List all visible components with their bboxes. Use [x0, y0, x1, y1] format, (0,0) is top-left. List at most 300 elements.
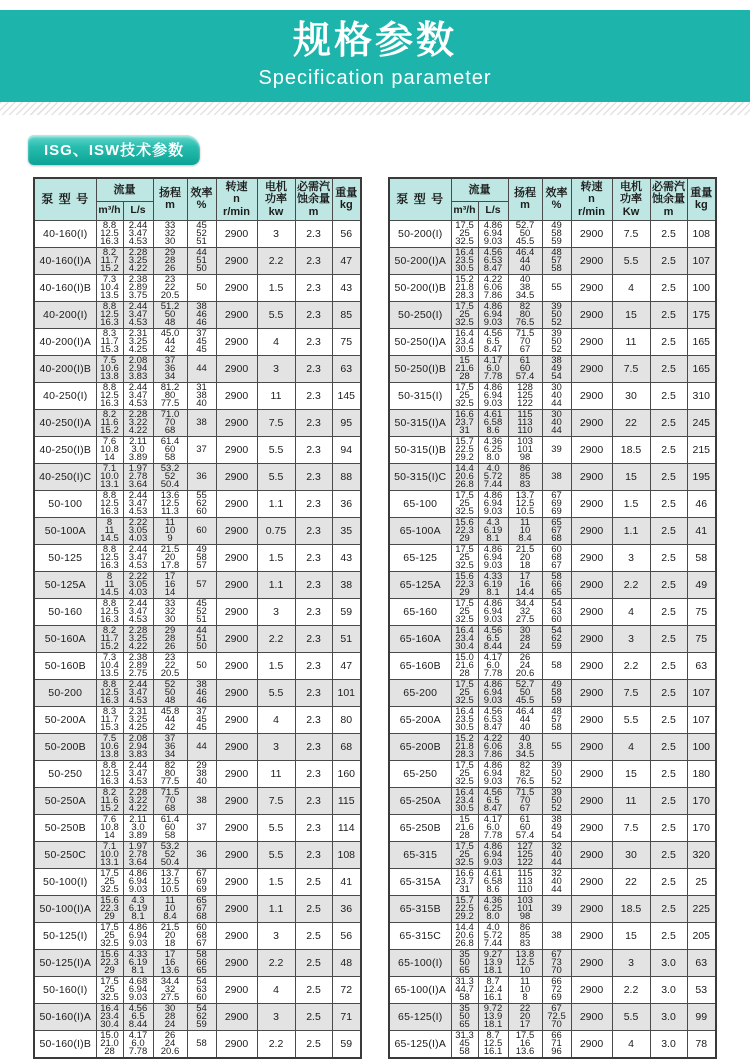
cell-flow-m3h: 17.5 25 32.5 — [451, 490, 478, 517]
cell-npsh: 2.5 — [650, 922, 687, 949]
cell-efficiency: 39 50 52 — [542, 787, 571, 814]
cell-efficiency: 49 58 57 — [187, 544, 216, 571]
cell-weight: 75 — [687, 598, 716, 625]
cell-weight: 46 — [687, 490, 716, 517]
cell-flow-m3h: 35 50 65 — [451, 1003, 478, 1030]
cell-weight: 56 — [332, 922, 361, 949]
cell-flow-m3h: 8.8 12.5 16.3 — [96, 382, 123, 409]
cell-efficiency: 29 38 40 — [187, 760, 216, 787]
cell-power: 5.5 — [612, 706, 650, 733]
cell-speed: 2900 — [571, 949, 612, 976]
cell-npsh: 2.5 — [295, 868, 332, 895]
cell-power: 15 — [612, 463, 650, 490]
cell-power: 1.1 — [257, 571, 295, 598]
cell-flow-m3h: 8.8 12.5 16.3 — [96, 490, 123, 517]
col-header-flow: 流量 — [451, 178, 508, 201]
cell-power: 15 — [612, 760, 650, 787]
cell-head: 115 113 110 — [508, 868, 542, 895]
cell-speed: 2900 — [216, 463, 257, 490]
cell-flow-m3h: 16.4 23.4 30.4 — [96, 1003, 123, 1030]
cell-model: 65-100A — [389, 517, 451, 544]
cell-model: 50-250 — [34, 760, 96, 787]
cell-model: 65-200B — [389, 733, 451, 760]
cell-model: 40-200(I) — [34, 301, 96, 328]
cell-weight: 320 — [687, 841, 716, 868]
cell-model: 50-200A — [34, 706, 96, 733]
cell-efficiency: 65 67 68 — [187, 895, 216, 922]
cell-flow-m3h: 35 50 65 — [451, 949, 478, 976]
cell-model: 65-160A — [389, 625, 451, 652]
cell-flow-m3h: 7.5 10.6 13.8 — [96, 355, 123, 382]
cell-power: 11 — [612, 328, 650, 355]
cell-head: 53.2 52 50.4 — [153, 463, 187, 490]
cell-model: 50-100(I)A — [34, 895, 96, 922]
cell-head: 13.7 12.5 10.5 — [153, 868, 187, 895]
cell-speed: 2900 — [571, 922, 612, 949]
cell-efficiency: 39 — [542, 436, 571, 463]
cell-npsh: 2.5 — [650, 517, 687, 544]
cell-power: 1.1 — [257, 490, 295, 517]
cell-head: 30 28 24 — [153, 1003, 187, 1030]
cell-speed: 2900 — [571, 841, 612, 868]
cell-speed: 2900 — [216, 544, 257, 571]
cell-weight: 47 — [332, 652, 361, 679]
cell-weight: 68 — [332, 733, 361, 760]
cell-npsh: 2.3 — [295, 598, 332, 625]
cell-efficiency: 38 — [187, 787, 216, 814]
cell-speed: 2900 — [571, 625, 612, 652]
cell-flow-ls: 4.86 6.94 9.03 — [478, 382, 508, 409]
cell-speed: 2900 — [216, 247, 257, 274]
cell-model: 65-160B — [389, 652, 451, 679]
cell-efficiency: 54 63 60 — [542, 598, 571, 625]
cell-model: 50-160(I)A — [34, 1003, 96, 1030]
cell-flow-ls: 2.11 3.0 3.89 — [123, 814, 153, 841]
cell-speed: 2900 — [216, 868, 257, 895]
cell-npsh: 2.5 — [650, 652, 687, 679]
col-header-power: 电机 功率 Kw — [612, 178, 650, 220]
cell-power: 1.5 — [257, 652, 295, 679]
cell-efficiency: 60 68 67 — [187, 922, 216, 949]
cell-weight: 170 — [687, 787, 716, 814]
cell-head: 23 22 20.5 — [153, 274, 187, 301]
cell-efficiency: 49 58 59 — [542, 220, 571, 247]
cell-flow-m3h: 17.5 25 32.5 — [451, 760, 478, 787]
cell-weight: 88 — [332, 463, 361, 490]
cell-weight: 59 — [332, 1030, 361, 1058]
cell-model: 50-125(I) — [34, 922, 96, 949]
cell-model: 65-125 — [389, 544, 451, 571]
cell-speed: 2900 — [216, 841, 257, 868]
cell-flow-ls: 4.3 6.19 8.1 — [123, 895, 153, 922]
cell-model: 50-200B — [34, 733, 96, 760]
cell-flow-m3h: 8.8 12.5 16.3 — [96, 679, 123, 706]
cell-efficiency: 48 57 58 — [542, 247, 571, 274]
cell-weight: 75 — [332, 328, 361, 355]
cell-model: 65-125(I) — [389, 1003, 451, 1030]
cell-speed: 2900 — [216, 922, 257, 949]
cell-npsh: 2.5 — [650, 328, 687, 355]
cell-flow-m3h: 15.0 21.0 28 — [96, 1030, 123, 1058]
table-row — [389, 949, 716, 976]
cell-weight: 175 — [687, 301, 716, 328]
cell-model: 50-200 — [34, 679, 96, 706]
table-row — [389, 247, 716, 274]
cell-head: 71.5 70 68 — [153, 787, 187, 814]
cell-head: 82 80 76.5 — [508, 301, 542, 328]
cell-npsh: 3.0 — [650, 949, 687, 976]
cell-flow-ls: 4.56 6.5 8.44 — [478, 625, 508, 652]
cell-head: 23 22 20.5 — [153, 652, 187, 679]
table-row — [389, 1003, 716, 1030]
cell-speed: 2900 — [216, 733, 257, 760]
cell-weight: 108 — [687, 220, 716, 247]
cell-flow-m3h: 7.6 10.8 14 — [96, 814, 123, 841]
cell-efficiency: 38 — [542, 463, 571, 490]
cell-speed: 2900 — [216, 1003, 257, 1030]
cell-head: 71.5 70 67 — [508, 787, 542, 814]
cell-speed: 2900 — [571, 463, 612, 490]
col-header-model: 泵 型 号 — [389, 178, 451, 220]
cell-flow-m3h: 16.4 23.4 30.5 — [451, 787, 478, 814]
cell-flow-ls: 4.61 6.58 8.6 — [478, 868, 508, 895]
cell-model: 50-250C — [34, 841, 96, 868]
table-row — [34, 409, 361, 436]
cell-flow-ls: 2.31 3.25 4.25 — [123, 706, 153, 733]
cell-flow-m3h: 15.6 22.3 29 — [451, 571, 478, 598]
cell-weight: 107 — [687, 679, 716, 706]
cell-flow-m3h: 7.3 10.4 13.5 — [96, 652, 123, 679]
cell-efficiency: 36 — [187, 463, 216, 490]
table-row — [389, 544, 716, 571]
cell-efficiency: 67 72.5 70 — [542, 1003, 571, 1030]
table-row — [34, 949, 361, 976]
cell-flow-m3h: 17.5 25 32.5 — [96, 922, 123, 949]
cell-efficiency: 45 52 51 — [187, 598, 216, 625]
cell-power: 7.5 — [612, 355, 650, 382]
cell-weight: 165 — [687, 355, 716, 382]
cell-head: 21.5 20 18 — [153, 922, 187, 949]
table-row — [389, 733, 716, 760]
cell-speed: 2900 — [216, 490, 257, 517]
cell-efficiency: 39 50 52 — [542, 301, 571, 328]
cell-efficiency: 58 — [542, 652, 571, 679]
table-row — [34, 463, 361, 490]
cell-weight: 41 — [687, 517, 716, 544]
cell-flow-ls: 4.56 6.5 8.47 — [478, 787, 508, 814]
cell-efficiency: 58 66 65 — [542, 571, 571, 598]
badge-row — [0, 115, 750, 173]
cell-flow-ls: 4.56 6.5 8.47 — [478, 328, 508, 355]
cell-speed: 2900 — [216, 274, 257, 301]
col-header-speed: 转速 n r/min — [571, 178, 612, 220]
cell-efficiency: 38 — [187, 409, 216, 436]
cell-weight: 160 — [332, 760, 361, 787]
cell-npsh: 2.5 — [650, 382, 687, 409]
cell-model: 65-315C — [389, 922, 451, 949]
cell-head: 34.4 32 27.5 — [153, 976, 187, 1003]
cell-weight: 95 — [332, 409, 361, 436]
cell-power: 11 — [257, 382, 295, 409]
cell-speed: 2900 — [571, 787, 612, 814]
cell-model: 50-200(I) — [389, 220, 451, 247]
cell-power: 22 — [612, 868, 650, 895]
cell-weight: 41 — [332, 868, 361, 895]
cell-npsh: 3.0 — [650, 1003, 687, 1030]
cell-power: 5.5 — [257, 679, 295, 706]
cell-npsh: 2.3 — [295, 652, 332, 679]
cell-model: 65-200A — [389, 706, 451, 733]
cell-npsh: 2.3 — [295, 841, 332, 868]
cell-flow-m3h: 15.2 21.8 28.3 — [451, 274, 478, 301]
cell-npsh: 2.3 — [295, 247, 332, 274]
cell-power: 1.5 — [257, 274, 295, 301]
cell-efficiency: 67 69 69 — [187, 868, 216, 895]
col-header-power: 电机 功率 kw — [257, 178, 295, 220]
cell-head: 40 3.8 34.5 — [508, 733, 542, 760]
cell-flow-m3h: 8.8 12.5 16.3 — [96, 220, 123, 247]
cell-flow-m3h: 15.6 22.3 29 — [451, 517, 478, 544]
cell-head: 37 36 34 — [153, 355, 187, 382]
cell-power: 4 — [612, 733, 650, 760]
cell-model: 50-200(I)A — [389, 247, 451, 274]
cell-model: 50-100(I) — [34, 868, 96, 895]
cell-efficiency: 39 — [542, 895, 571, 922]
table-row — [389, 787, 716, 814]
cell-weight: 25 — [687, 868, 716, 895]
cell-speed: 2900 — [216, 949, 257, 976]
cell-flow-ls: 4.36 6.25 8.0 — [478, 895, 508, 922]
table-row — [34, 652, 361, 679]
cell-flow-ls: 4.86 6.94 9.03 — [478, 490, 508, 517]
cell-speed: 2900 — [216, 301, 257, 328]
cell-power: 3 — [257, 1003, 295, 1030]
cell-model: 65-250A — [389, 787, 451, 814]
cell-flow-m3h: 8.3 11.7 15.3 — [96, 328, 123, 355]
cell-weight: 35 — [332, 517, 361, 544]
cell-speed: 2900 — [216, 382, 257, 409]
table-row — [389, 409, 716, 436]
cell-flow-m3h: 15 21.6 28 — [451, 814, 478, 841]
cell-flow-ls: 2.31 3.25 4.25 — [123, 328, 153, 355]
cell-npsh: 2.5 — [650, 463, 687, 490]
cell-flow-m3h: 16.4 23.4 30.4 — [451, 625, 478, 652]
cell-flow-m3h: 7.5 10.6 13.8 — [96, 733, 123, 760]
cell-npsh: 2.3 — [295, 679, 332, 706]
cell-head: 21.5 20 18 — [508, 544, 542, 571]
table-row — [34, 787, 361, 814]
cell-weight: 43 — [332, 274, 361, 301]
cell-npsh: 2.5 — [650, 625, 687, 652]
table-row — [34, 814, 361, 841]
cell-npsh: 2.3 — [295, 274, 332, 301]
cell-efficiency: 55 — [542, 733, 571, 760]
cell-weight: 36 — [332, 490, 361, 517]
cell-flow-m3h: 8.8 12.5 16.3 — [96, 544, 123, 571]
cell-efficiency: 57 — [187, 571, 216, 598]
cell-weight: 180 — [687, 760, 716, 787]
cell-flow-m3h: 16.4 23.4 30.5 — [451, 328, 478, 355]
cell-speed: 2900 — [216, 328, 257, 355]
cell-flow-ls: 4.68 6.94 9.03 — [123, 976, 153, 1003]
cell-power: 2.2 — [612, 571, 650, 598]
cell-power: 5.5 — [257, 436, 295, 463]
cell-power: 4 — [257, 976, 295, 1003]
cell-npsh: 2.3 — [295, 328, 332, 355]
cell-flow-ls: 4.86 6.94 9.03 — [478, 301, 508, 328]
cell-efficiency: 50 — [187, 652, 216, 679]
cell-npsh: 2.3 — [295, 436, 332, 463]
cell-efficiency: 38 46 46 — [187, 301, 216, 328]
table-row — [34, 976, 361, 1003]
col-header-efficiency: 效率 % — [542, 178, 571, 220]
cell-npsh: 2.5 — [295, 895, 332, 922]
table-row — [389, 625, 716, 652]
cell-flow-ls: 4.86 6.94 9.03 — [123, 922, 153, 949]
cell-flow-ls: 2.44 3.47 4.53 — [123, 760, 153, 787]
cell-npsh: 2.5 — [650, 598, 687, 625]
cell-weight: 310 — [687, 382, 716, 409]
col-header-flow-ls: L/s — [478, 201, 508, 220]
cell-weight: 145 — [332, 382, 361, 409]
cell-efficiency: 65 67 68 — [542, 517, 571, 544]
cell-weight: 75 — [687, 625, 716, 652]
cell-speed: 2900 — [571, 733, 612, 760]
cell-flow-m3h: 16.6 23.7 31 — [451, 868, 478, 895]
cell-weight: 71 — [332, 1003, 361, 1030]
cell-npsh: 2.3 — [295, 301, 332, 328]
cell-npsh: 2.5 — [650, 787, 687, 814]
cell-power: 0.75 — [257, 517, 295, 544]
cell-flow-ls: 2.44 3.47 4.53 — [123, 679, 153, 706]
cell-model: 40-160(I) — [34, 220, 96, 247]
table-row — [389, 220, 716, 247]
cell-flow-ls: 2.28 3.25 4.22 — [123, 625, 153, 652]
cell-power: 4 — [257, 706, 295, 733]
cell-model: 40-250(I)C — [34, 463, 96, 490]
cell-npsh: 2.5 — [295, 922, 332, 949]
cell-speed: 2900 — [571, 598, 612, 625]
cell-speed: 2900 — [216, 517, 257, 544]
cell-model: 50-160A — [34, 625, 96, 652]
cell-power: 1.1 — [257, 895, 295, 922]
cell-power: 1.5 — [257, 544, 295, 571]
cell-head: 33 32 30 — [153, 220, 187, 247]
cell-efficiency: 55 62 60 — [187, 490, 216, 517]
cell-flow-m3h: 16.4 23.5 30.5 — [451, 706, 478, 733]
cell-speed: 2900 — [571, 976, 612, 1003]
cell-flow-ls: 2.38 2.89 3.75 — [123, 274, 153, 301]
cell-flow-m3h: 8.8 12.5 16.3 — [96, 598, 123, 625]
cell-power: 3 — [612, 544, 650, 571]
table-row — [34, 490, 361, 517]
cell-flow-ls: 4.0 5.72 7.44 — [478, 463, 508, 490]
cell-speed: 2900 — [571, 544, 612, 571]
cell-power: 3 — [257, 355, 295, 382]
cell-flow-ls: 4.86 6.94 9.03 — [478, 598, 508, 625]
cell-speed: 2900 — [571, 895, 612, 922]
cell-flow-m3h: 14.4 20.6 26.8 — [451, 463, 478, 490]
cell-speed: 2900 — [571, 868, 612, 895]
cell-model: 50-160(I)B — [34, 1030, 96, 1058]
cell-speed: 2900 — [571, 706, 612, 733]
cell-speed: 2900 — [571, 571, 612, 598]
cell-npsh: 2.5 — [650, 679, 687, 706]
cell-flow-ls: 4.86 6.94 9.03 — [478, 679, 508, 706]
cell-power: 2.2 — [257, 949, 295, 976]
col-header-npsh: 必需汽 蚀余量 m — [295, 178, 332, 220]
cell-efficiency: 48 57 58 — [542, 706, 571, 733]
cell-head: 26 24 20.6 — [153, 1030, 187, 1058]
cell-power: 5.5 — [257, 814, 295, 841]
cell-flow-ls: 4.3 6.19 8.1 — [478, 517, 508, 544]
cell-model: 65-250B — [389, 814, 451, 841]
cell-head: 26 24 20.6 — [508, 652, 542, 679]
cell-head: 52.7 50 45.5 — [508, 679, 542, 706]
cell-npsh: 2.3 — [295, 463, 332, 490]
cell-flow-m3h: 8.8 12.5 16.3 — [96, 301, 123, 328]
cell-npsh: 2.5 — [295, 949, 332, 976]
cell-npsh: 2.3 — [295, 355, 332, 382]
cell-power: 2.2 — [257, 625, 295, 652]
cell-npsh: 2.5 — [295, 1003, 332, 1030]
cell-flow-ls: 4.22 6.06 7.86 — [478, 274, 508, 301]
cell-efficiency: 37 — [187, 814, 216, 841]
cell-head: 30 28 24 — [508, 625, 542, 652]
cell-flow-ls: 9.27 13.9 18.1 — [478, 949, 508, 976]
cell-head: 82 80 77.5 — [153, 760, 187, 787]
cell-model: 40-160(I)A — [34, 247, 96, 274]
table-row — [34, 1003, 361, 1030]
cell-model: 50-125 — [34, 544, 96, 571]
cell-flow-ls: 4.56 6.5 8.44 — [123, 1003, 153, 1030]
cell-npsh: 2.3 — [295, 409, 332, 436]
table-row — [389, 274, 716, 301]
cell-flow-ls: 4.86 6.94 9.03 — [123, 868, 153, 895]
cell-weight: 63 — [332, 355, 361, 382]
cell-npsh: 2.5 — [295, 976, 332, 1003]
cell-model: 40-250(I)A — [34, 409, 96, 436]
cell-weight: 38 — [332, 571, 361, 598]
cell-model: 40-160(I)B — [34, 274, 96, 301]
cell-efficiency: 54 62 59 — [187, 1003, 216, 1030]
cell-power: 3 — [257, 733, 295, 760]
cell-model: 65-160 — [389, 598, 451, 625]
col-header-efficiency: 效率 % — [187, 178, 216, 220]
cell-flow-ls: 4.22 6.06 7.86 — [478, 733, 508, 760]
cell-head: 17 16 14 — [153, 571, 187, 598]
tables-container — [0, 173, 750, 1059]
cell-head: 61.4 60 58 — [153, 814, 187, 841]
cell-flow-ls: 4.17 6.0 7.78 — [478, 814, 508, 841]
table-row — [34, 301, 361, 328]
cell-speed: 2900 — [216, 787, 257, 814]
col-header-head: 扬程 m — [508, 178, 542, 220]
cell-head: 21.5 20 17.8 — [153, 544, 187, 571]
cell-model: 65-200 — [389, 679, 451, 706]
cell-model: 65-100 — [389, 490, 451, 517]
cell-npsh: 2.3 — [295, 706, 332, 733]
cell-speed: 2900 — [571, 247, 612, 274]
spec-table-right — [388, 177, 717, 1059]
cell-power: 2.2 — [612, 976, 650, 1003]
cell-npsh: 2.5 — [650, 490, 687, 517]
cell-flow-m3h: 17.5 25 32.5 — [451, 841, 478, 868]
cell-speed: 2900 — [571, 409, 612, 436]
cell-head: 52.7 50 45.5 — [508, 220, 542, 247]
cell-npsh: 2.5 — [650, 760, 687, 787]
cell-weight: 49 — [687, 571, 716, 598]
